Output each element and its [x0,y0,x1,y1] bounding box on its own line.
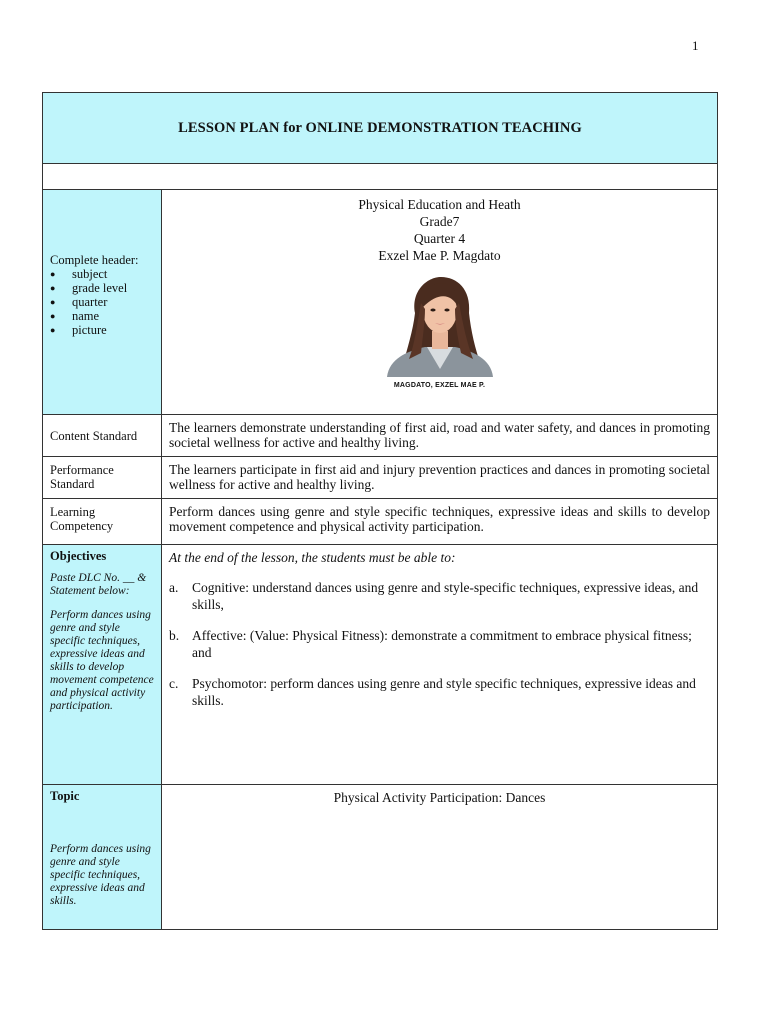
topic-text: Physical Activity Participation: Dances [162,785,718,930]
photo-block [375,273,505,394]
teacher-photo [381,273,499,377]
photo-caption: MAGDATO, EXZEL MAE P. [393,382,486,389]
learning-competency-text: Perform dances using genre and style specific techniques, expressive ideas and skills to develop movement competence and physical activity participation. [162,499,718,545]
grade-text: Grade7 [419,214,460,229]
lesson-plan-table [42,92,718,930]
bullet-picture: ● picture [50,323,161,337]
learning-competency-row [43,499,718,545]
lesson-plan-title: LESSON PLAN for ONLINE DEMONSTRATION TEACHING [43,93,718,164]
objective-text: Psychomotor: perform dances using genre and style specific techniques, expressive ideas and skills. [192,676,696,708]
dlc-note: Paste DLC No. __ & Statement below: [50,572,147,597]
header-bullet-list [50,267,161,337]
topic-row [43,785,718,930]
content-standard-text: The learners demonstrate understanding of first aid, road and water safety, and dances in promoting societal wellness for active and healthy living. [162,415,718,457]
quarter-text: Quarter 4 [413,231,466,246]
bullet-quarter: ● quarter [50,295,161,309]
objective-letter: c. [169,676,179,691]
dlc-statement: Perform dances using genre and style specific techniques, expressive ideas and skills to develop movement competence and physical activity participation. [50,609,154,712]
objectives-label-cell [43,545,162,785]
objectives-row [43,545,718,785]
bullet-grade-level: ● grade level [50,281,161,295]
topic-note: Perform dances using genre and style specific techniques, expressive ideas and skills. [50,843,151,907]
blank-row-cell [43,164,718,190]
header-label-cell [43,190,162,415]
bullet-subject: ● subject [50,267,161,281]
objective-letter: a. [169,580,179,595]
spacer-row [43,164,718,190]
objective-text: Affective: (Value: Physical Fitness): demonstrate a commitment to embrace physical fitness; and [192,628,692,660]
header-info-cell [162,190,718,415]
performance-standard-row [43,457,718,499]
complete-header-label: Complete header: [50,253,139,267]
objectives-label: Objectives [50,549,107,563]
objective-letter: b. [169,628,180,643]
header-row [43,190,718,415]
objective-item [169,627,710,661]
learning-competency-label: Learning Competency [43,499,162,545]
bullet-name: ● name [50,309,161,323]
subject-text: Physical Education and Heath [358,197,521,212]
performance-standard-label: Performance Standard [43,457,162,499]
topic-label: Topic [50,789,80,803]
content-standard-row [43,415,718,457]
content-standard-label: Content Standard [43,415,162,457]
objectives-content-cell [162,545,718,785]
title-row [43,93,718,164]
objectives-intro: At the end of the lesson, the students must be able to: [169,550,456,565]
objective-item [169,675,710,709]
objective-item [169,579,710,613]
topic-label-cell [43,785,162,930]
objective-text: Cognitive: understand dances using genre and style-specific techniques, expressive ideas, and skills, [192,580,699,612]
teacher-name: Exzel Mae P. Magdato [378,248,501,263]
page-number: 1 [692,38,699,53]
performance-standard-text: The learners participate in first aid and injury prevention practices and dances in promoting societal wellness for active and healthy living. [162,457,718,499]
